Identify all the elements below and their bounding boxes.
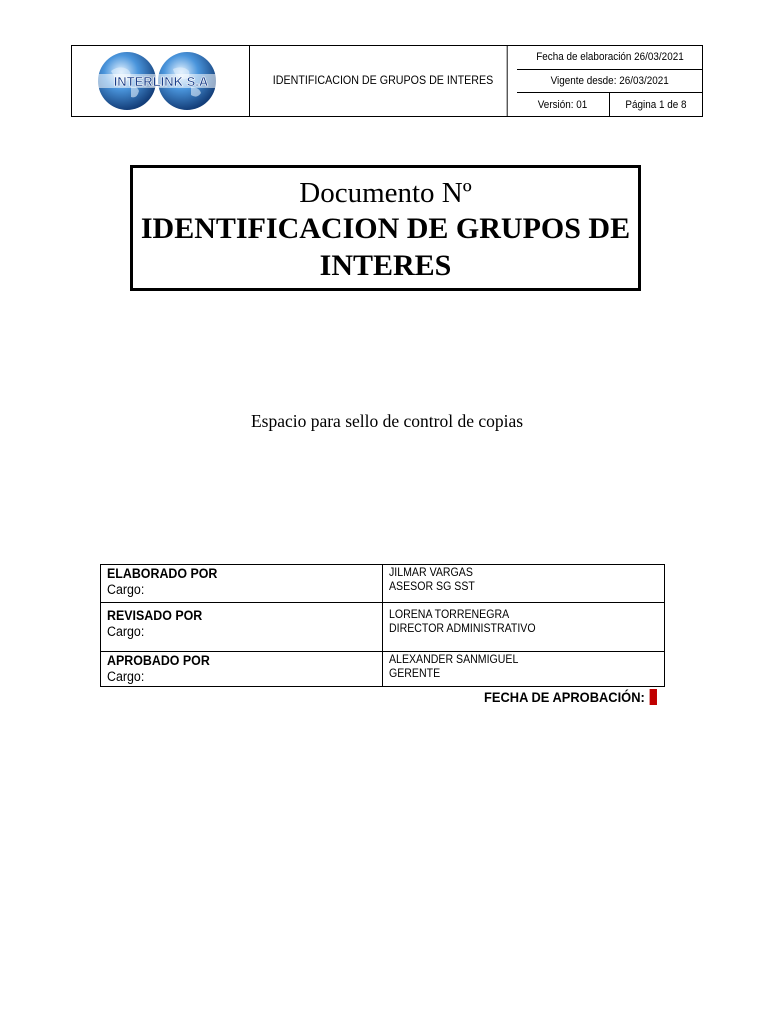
interlink-logo [91,49,231,113]
person-name: JILMAR VARGAS [389,567,473,579]
person-cell [383,565,665,603]
document-title: IDENTIFICACION DE GRUPOS DE INTERES [140,212,631,282]
role-label: REVISADO POR [107,608,203,623]
person-name: ALEXANDER SANMIGUEL [389,654,519,666]
role-cell [101,565,383,603]
approvals-table [100,564,665,687]
role-label: APROBADO POR [107,653,210,668]
role-cell [101,603,383,652]
person-position: ASESOR SG SST [389,581,475,593]
table-row [101,565,665,603]
person-cell [383,603,665,652]
copy-control-stamp-area: Espacio para sello de control de copias [250,411,524,431]
person-name: LORENA TORRENEGRA [389,609,510,621]
fecha-aprobacion [484,689,657,705]
meta-row-version [517,93,702,116]
meta-row-vigente [517,70,702,94]
document-header [71,45,703,117]
vigente-desde: Vigente desde: 26/03/2021 [550,75,669,87]
table-row [101,652,665,687]
title-box [130,165,641,291]
cargo-label: Cargo: [107,669,145,684]
meta-row-elaboracion [517,46,702,70]
person-position: GERENTE [389,668,441,680]
fecha-elaboracion: Fecha de elaboración 26/03/2021 [535,51,684,64]
cargo-label: Cargo: [107,624,145,639]
document-number: Documento Nº [299,177,472,209]
page-cell [609,93,702,116]
header-doc-title: IDENTIFICACION DE GRUPOS DE INTERES [272,75,494,87]
table-row [101,603,665,652]
page-number: Página 1 de 8 [625,98,687,111]
person-position: DIRECTOR ADMINISTRATIVO [389,623,536,635]
header-doc-title-cell [259,46,507,116]
logo-text: INTERLINK S.A [113,74,208,89]
version: Versión: 01 [538,98,588,111]
fecha-aprobacion-label: FECHA DE APROBACIÓN: [484,689,646,705]
role-label: ELABORADO POR [107,566,218,581]
role-cell [101,652,383,687]
header-meta [517,46,702,116]
person-cell [383,652,665,687]
company-logo-cell [72,46,250,116]
version-cell [517,93,609,116]
fecha-aprobacion-highlight [650,689,657,705]
cargo-label: Cargo: [107,582,145,597]
